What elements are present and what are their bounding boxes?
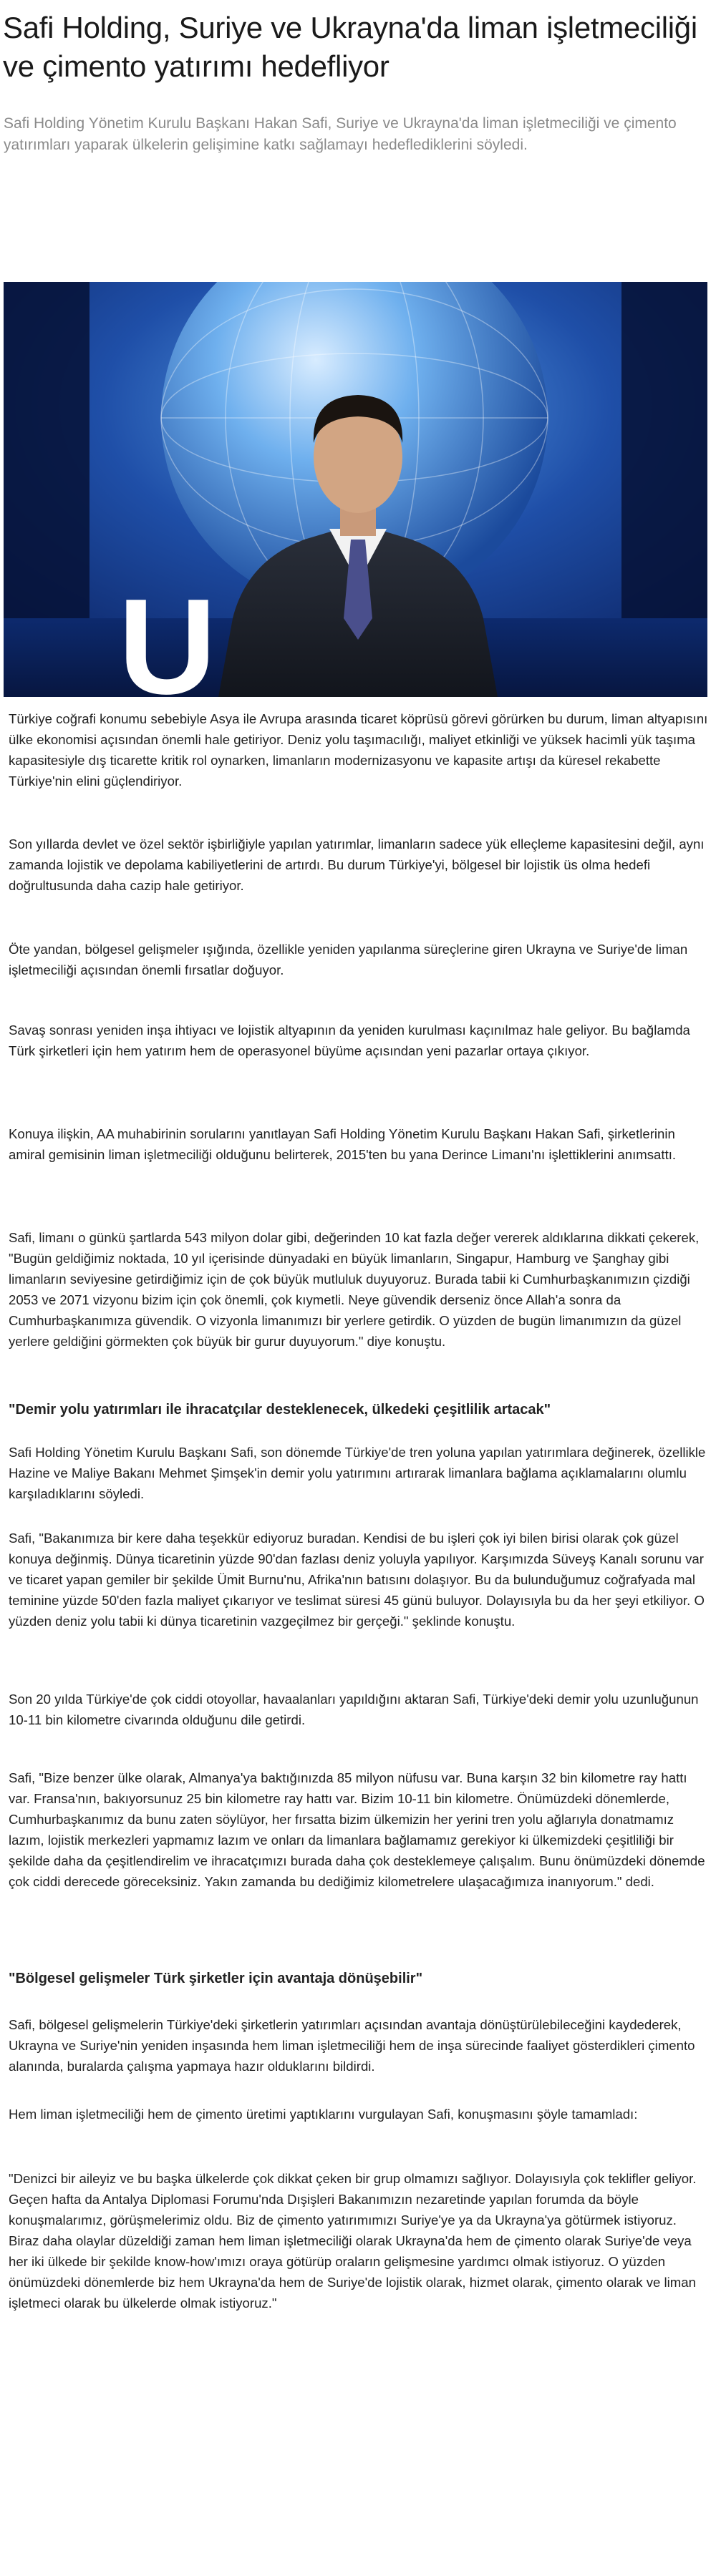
- article-paragraph: Safi Holding Yönetim Kurulu Başkanı Safi, son dönemde Türkiye'de tren yoluna yapılan yatırımlara değinerek, özellikle Hazine ve Maliye Bakanı Mehmet Şimşek'in demir yolu yatırımını artırarak limanlara bağlama açıklamalarını olumlu karşıladıklarını söyledi.: [9, 1445, 706, 1501]
- article-paragraph: Safi, limanı o günkü şartlarda 543 milyon dolar gibi, değerinden 10 kat fazla değer vererek aldıklarına dikkati çekerek, "Bugün geldiğimiz noktada, 10 yıl içerisinde dünyadaki en büyük limanların, Singapur, Hamburg ve Şanghay gibi limanların seviyesine getirdiğimiz için de çok büyük mutluluk duyuyoruz. Burada tabii ki Cumhurbaşkanımızın çizdiği 2053 ve 2071 vizyonu bizim için çok önemli, çok kıymetli. Neye güvendik derseniz önce Allah'a sonra da Cumhurbaşkanımıza güvendik. O vizyonla limanımızı bir yerlere getirdik. O yüzden de bugün limanımızın da güzel yerlere geldiğini görmekten çok büyük bir gurur duyuyorum." diye konuştu.: [9, 1230, 700, 1349]
- article-paragraph: Safi, "Bakanımıza bir kere daha teşekkür ediyoruz buradan. Kendisi de bu işleri çok iyi bilen birisi olarak çok güzel konuya değinmiş. Dünya ticaretinin yüzde 90'dan fazlası deniz yoluyla yapılıyor. Karşımızda Süveyş Kanalı sorunu var ve ticaret yapan gemiler bir şekilde Ümit Burnu'nu, Afrika'nın batısını dolaşıyor. Bu da bulunduğumuz coğrafyada mal teminine yüzde 50'den fazla maliyet çıkarıyor ve teslimat süresi 45 günü buluyor. Dolayısıyla bu da her şeyi etkiliyor. O yüzden deniz yolu tabii ki dünya ticaretinin vazgeçilmez bir gerçeği." şeklinde konuştu.: [9, 1531, 705, 1629]
- article-paragraph: Son 20 yılda Türkiye'de çok ciddi otoyollar, havaalanları yapıldığını aktaran Safi, Türkiye'deki demir yolu uzunluğunun 10-11 bin kilometre civarında olduğunu dile getirdi.: [9, 1692, 699, 1727]
- article-hero-image: [4, 282, 707, 697]
- article-paragraph: Safi, "Bize benzer ülke olarak, Almanya'ya baktığınızda 85 milyon nüfusu var. Buna karşın 32 bin kilometre ray hattı var. Fransa'nın, bakıyorsunuz 25 bin kilometre ray hattı var. Bizim 10-11 bin kilometre. Önümüzdeki dönemlerde, Cumhurbaşkanımız da bunu zaten söylüyor, her fırsatta bizim ülkemizin her yerini tren yolu ağlarıyla donatmamız lazım, lojistik merkezleri yapmamız lazım ve onları da limanlara bağlamamız gerekiyor ki ülkemizdeki çeşitliliği bir şekilde daha da çeşitlendirelim ve ihracatçımızı burada daha çok desteklemeye çalışalım. Bunu önümüzdeki dönemde çok ciddi derecede göreceksiniz. Yakın zamanda bu dediğimiz kilometrelere ulaşacağımıza inanıyorum." dedi.: [9, 1770, 705, 1889]
- article-lead: Safi Holding Yönetim Kurulu Başkanı Hakan Safi, Suriye ve Ukrayna'da liman işletmeciliği ve çimento yatırımları yaparak ülkelerin gelişimine katkı sağlamayı hedeflediklerini söyledi.: [4, 115, 677, 153]
- article-paragraph: Türkiye coğrafi konumu sebebiyle Asya ile Avrupa arasında ticaret köprüsü görevi görürken bu durum, liman altyapısını ülke ekonomisi açısından önemli hale getiriyor. Deniz yolu taşımacılığı, maliyet etkinliği ve yüksek hacimli yük taşıma kapasitesiyle dış ticarette kritik rol oynarken, limanların modernizasyonu ve kapasite artışı da küresel rekabette Türkiye'nin elini güçlendiriyor.: [9, 711, 708, 789]
- hero-photo: [4, 282, 707, 697]
- section-subheading: "Bölgesel gelişmeler Türk şirketler için avantaja dönüşebilir": [9, 1971, 423, 1986]
- article-paragraph: Hem liman işletmeciliği hem de çimento üretimi yaptıklarını vurgulayan Safi, konuşmasını şöyle tamamladı:: [9, 2107, 638, 2122]
- background-letter: U: [118, 571, 217, 697]
- article-paragraph: Safi, bölgesel gelişmelerin Türkiye'deki şirketlerin yatırımları açısından avantaja dönüştürülebileceğini kaydederek, Ukrayna ve Suriye'nin yeniden inşasında hem liman işletmeciliği hem de inşa sürecinde faaliyet gösterdikleri çimento alanında, buralarda çalışma yapmaya hazır olduklarını bildirdi.: [9, 2017, 695, 2074]
- article-paragraph: "Denizci bir aileyiz ve bu başka ülkelerde çok dikkat çeken bir grup olmamızı sağlıyor. Dolayısıyla çok teklifler geliyor. Geçen hafta da Antalya Diplomasi Forumu'nda Dışişleri Bakanımızın nezaretinde yapılan forumda da böyle konuşmalarımız, görüşmelerimiz oldu. Biz de çimento yatırımımızı Suriye'ye ya da Ukrayna'ya götürmek istiyoruz. Biraz daha olaylar düzeldiği zaman hem liman işletmeciliği olarak Ukrayna'da hem de çimento olarak Suriye'de veya her iki ülkede bir şekilde know-how'ımızı oraya götürüp oraların gelişmesine yardımcı olmak istiyoruz. O yüzden önümüzdeki dönemlerde biz hem Ukrayna'da hem de Suriye'de lojistik olarak, hizmet olarak, çimento olarak ve liman işletmeci olarak bu ülkelerde olmak istiyoruz.": [9, 2171, 697, 2311]
- article-title: Safi Holding, Suriye ve Ukrayna'da liman işletmeciliği ve çimento yatırımı hedefliyor: [3, 11, 697, 83]
- article-paragraph: Son yıllarda devlet ve özel sektör işbirliğiyle yapılan yatırımlar, limanların sadece yük elleçleme kapasitesini değil, aynı zamanda lojistik ve depolama kabiliyetlerini de artırdı. Bu durum Türkiye'yi, bölgesel bir lojistik üs olma hedefi doğrultusunda daha cazip hale getiriyor.: [9, 836, 705, 893]
- article-paragraph: Savaş sonrası yeniden inşa ihtiyacı ve lojistik altyapının da yeniden kurulması kaçınılmaz hale geliyor. Bu bağlamda Türk şirketleri için hem yatırım hem de operasyonel büyüme açısından yeni pazarlar ortaya çıkıyor.: [9, 1023, 690, 1058]
- article-paragraph: Konuya ilişkin, AA muhabirinin sorularını yanıtlayan Safi Holding Yönetim Kurulu Başkanı Hakan Safi, şirketlerinin amiral gemisinin liman işletmeciliği olduğunu belirterek, 2015'ten bu yana Derince Limanı'nı işlettiklerini anımsattı.: [9, 1126, 677, 1162]
- article-paragraph: Öte yandan, bölgesel gelişmeler ışığında, özellikle yeniden yapılanma süreçlerine giren Ukrayna ve Suriye'de liman işletmeciliği açısından önemli fırsatlar doğuyor.: [9, 942, 688, 977]
- section-subheading: "Demir yolu yatırımları ile ihracatçılar desteklenecek, ülkedeki çeşitlilik artacak": [9, 1402, 551, 1418]
